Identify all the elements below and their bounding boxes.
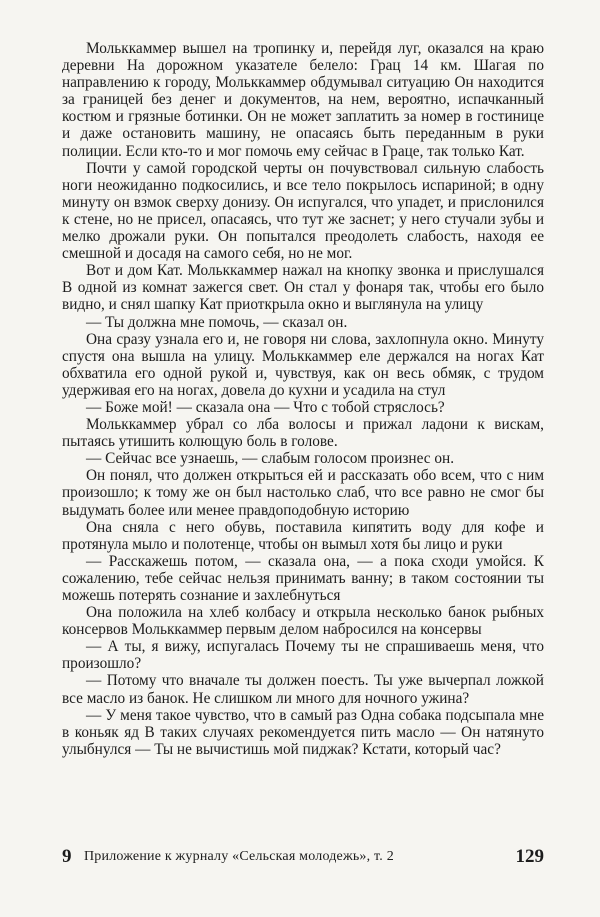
paragraph: Мольккаммер вышел на тропинку и, перейдя луг, оказался на краю деревни На дорожном указателе белело: Грац 14 км. Шагая по направлению к городу, Мольккаммер обдумывал ситуацию Он находится за границей без денег и документов, на нем, вероятно, испачканный костюм и грязные ботинки. Он не может заплатить за номер в гостинице и даже остановить машину, не опасаясь быть переданным в руки полиции. Если кто-то и мог помочь ему сейчас в Граце, так только Кат. — [62, 40, 544, 160]
paragraph: — Потому что вначале ты должен поесть. Ты уже вычерпал ложкой все масло из банок. Не слишком ли много для ночного ужина? — [62, 672, 544, 707]
paragraph: Она положила на хлеб колбасу и открыла несколько банок рыбных консервов Мольккаммер первым делом набросился на консервы — [62, 604, 544, 639]
paragraph: — Расскажешь потом, — сказала она, — а пока сходи умойся. К сожалению, тебе сейчас нельзя принимать ванну; в таком состоянии ты можешь потерять сознание и захлебнуться — [62, 552, 544, 604]
running-title: Приложение к журналу «Сельская молодежь», т. 2 — [84, 849, 394, 864]
body-text — [62, 40, 544, 758]
page-footer — [62, 846, 544, 868]
paragraph: — У меня такое чувство, что в самый раз Одна собака подсыпала мне в коньяк яд В таких случаях рекомендуется пить масло — Он натянуто улыбнулся — Ты не вычистишь мой пиджак? Кстати, который час? — [62, 706, 544, 758]
paragraph: — Боже мой! — сказала она — Что с тобой стряслось? — [86, 398, 445, 416]
paragraph: Она сняла с него обувь, поставила кипятить воду для кофе и протянула мыло и полотенце, чтобы он вымыл хотя бы лицо и руки — [62, 518, 544, 553]
paragraph: Она сразу узнала его и, не говоря ни слова, захлопнула окно. Минуту спустя она вышла на улицу. Мольккаммер еле держался на ногах Кат обхватила его одной рукой и, чувствуя, как он весь обмяк, с трудом удерживая его на ногах, довела до кухни и усадила на стул — [62, 330, 544, 399]
paragraph: — А ты, я вижу, испугалась Почему ты не спрашиваешь меня, что произошло? — [62, 638, 544, 673]
paragraph: Вот и дом Кат. Мольккаммер нажал на кнопку звонка и прислушался В одной из комнат зажегся свет. Он стал у фонаря так, чтобы его было видно, и снял шапку Кат приоткрыла окно и выглянула на улицу — [62, 262, 544, 314]
signature-mark: 9 — [62, 846, 72, 867]
paragraph: Он понял, что должен открыться ей и рассказать обо всем, что с ним произошло; к тому же он был настолько слаб, что все равно не смог бы выдумать более или менее правдоподобную историю — [62, 467, 544, 519]
page-number: 129 — [515, 846, 544, 867]
paragraph: — Ты должна мне помочь, — сказал он. — [86, 313, 348, 331]
paragraph: Мольккаммер убрал со лба волосы и прижал ладони к вискам, пытаясь утишить колющую боль в голове. — [62, 416, 544, 451]
paragraph: Почти у самой городской черты он почувствовал сильную слабость ноги неожиданно подкосились, и все тело покрылось испариной; в одну минуту он взмок сверху донизу. Он испугался, что упадет, и прислонился к стене, но не присел, опасаясь, что тут же заснет; у него стучали зубы и мелко дрожали руки. Он попытался преодолеть слабость, находя ее смешной и досадя на самого себя, но не мог. — [62, 159, 544, 263]
paragraph: — Сейчас все узнаешь, — слабым голосом произнес он. — [86, 450, 455, 468]
